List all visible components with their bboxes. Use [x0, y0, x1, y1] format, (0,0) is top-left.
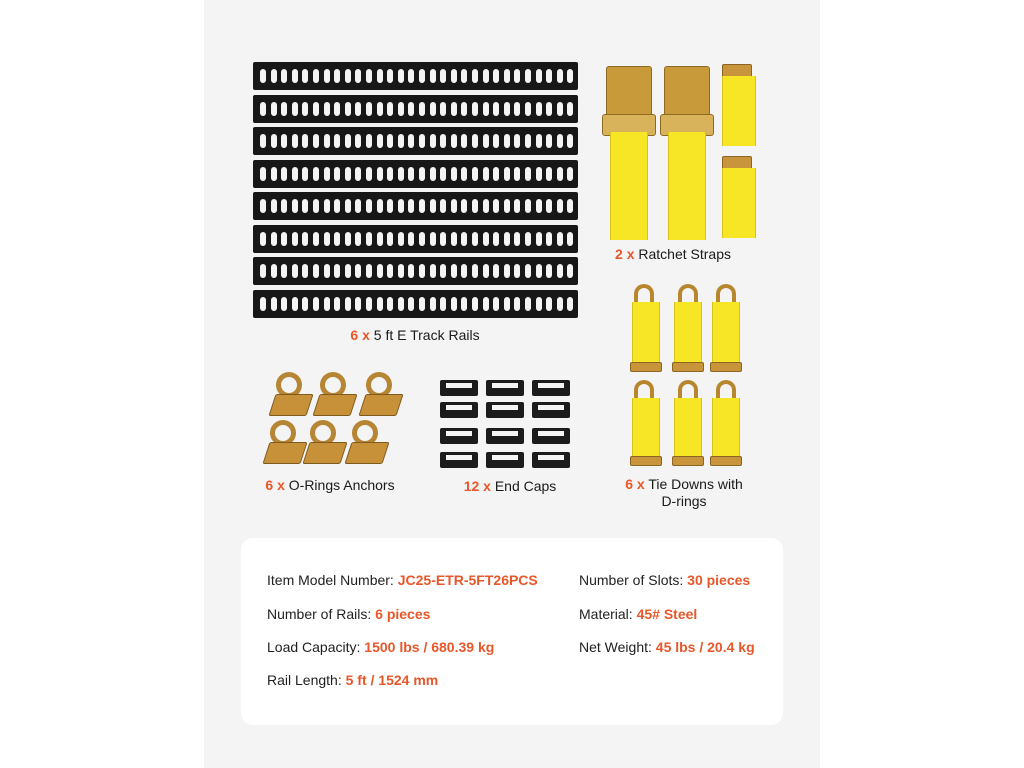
rail-slot — [504, 297, 510, 311]
rail-slot — [440, 167, 446, 181]
rail-slot — [366, 199, 372, 213]
rail-slot — [546, 134, 552, 148]
rail-slot — [355, 264, 361, 278]
rail-slot — [493, 69, 499, 83]
rail-slot — [419, 232, 425, 246]
rail-slot — [472, 102, 478, 116]
rail-slot — [260, 232, 266, 246]
rail-slot — [440, 264, 446, 278]
rail-slot — [334, 167, 340, 181]
rail-slot — [419, 199, 425, 213]
rail-slot — [324, 134, 330, 148]
o-ring-anchors-image — [258, 370, 408, 472]
rail-slot — [313, 199, 319, 213]
rail-slot — [334, 264, 340, 278]
rail-slot — [281, 232, 287, 246]
spec-length-label: Rail Length: — [267, 672, 342, 688]
rail-slot — [419, 264, 425, 278]
tiedowns-label: Tie Downs with — [648, 476, 743, 492]
rail-slot — [366, 232, 372, 246]
spec-model — [267, 572, 538, 588]
rails-caption — [330, 327, 500, 344]
rail-slot — [472, 167, 478, 181]
e-track-rail — [253, 127, 578, 155]
rail-slot — [387, 167, 393, 181]
endcaps-qty: 12 x — [463, 478, 491, 494]
rail-slot — [387, 69, 393, 83]
rail-slot — [313, 297, 319, 311]
rail-slot — [557, 232, 563, 246]
rail-slot — [292, 69, 298, 83]
rail-slot — [377, 232, 383, 246]
rail-slot — [260, 199, 266, 213]
rail-slot — [493, 232, 499, 246]
rail-slot — [430, 264, 436, 278]
rail-slot — [334, 69, 340, 83]
rail-slot — [377, 134, 383, 148]
ratchet-label: Ratchet Straps — [638, 246, 731, 262]
spec-weight — [579, 639, 755, 655]
rail-slot — [324, 102, 330, 116]
rail-slot — [514, 134, 520, 148]
rail-slot — [536, 297, 542, 311]
spec-slots — [579, 572, 750, 588]
rail-slot — [345, 297, 351, 311]
rail-slot — [546, 199, 552, 213]
spec-material — [579, 606, 697, 622]
rail-slot — [271, 102, 277, 116]
rail-slot — [355, 167, 361, 181]
rail-slot — [387, 199, 393, 213]
rail-slot — [313, 102, 319, 116]
rail-slot — [546, 232, 552, 246]
rail-slot — [355, 69, 361, 83]
rail-slot — [324, 264, 330, 278]
rail-slot — [281, 297, 287, 311]
e-track-rail — [253, 192, 578, 220]
ratchet-straps-image — [598, 62, 763, 242]
rail-slot — [451, 264, 457, 278]
rail-slot — [355, 232, 361, 246]
rail-slot — [281, 167, 287, 181]
rail-slot — [557, 297, 563, 311]
rail-slot — [525, 264, 531, 278]
rail-slot — [313, 232, 319, 246]
rail-slot — [398, 134, 404, 148]
rail-slot — [377, 69, 383, 83]
e-track-rail — [253, 160, 578, 188]
rail-slot — [271, 69, 277, 83]
rail-slot — [567, 297, 573, 311]
rail-slot — [292, 134, 298, 148]
orings-caption — [250, 477, 410, 494]
ratchet-caption — [604, 246, 742, 263]
rail-slot — [260, 264, 266, 278]
rail-slot — [514, 199, 520, 213]
rail-slot — [472, 232, 478, 246]
rail-slot — [408, 134, 414, 148]
rail-slot — [334, 199, 340, 213]
e-track-rail — [253, 95, 578, 123]
spec-load — [267, 639, 494, 655]
rail-slot — [504, 264, 510, 278]
rail-slot — [472, 134, 478, 148]
rail-slot — [324, 232, 330, 246]
rail-slot — [546, 297, 552, 311]
rail-slot — [398, 69, 404, 83]
rail-slot — [366, 297, 372, 311]
rail-slot — [546, 167, 552, 181]
rail-slot — [514, 102, 520, 116]
rail-slot — [334, 232, 340, 246]
spec-load-label: Load Capacity: — [267, 639, 361, 655]
spec-card — [241, 538, 783, 725]
rail-slot — [281, 134, 287, 148]
rail-slot — [493, 199, 499, 213]
rail-slot — [483, 297, 489, 311]
rail-slot — [461, 134, 467, 148]
rail-slot — [546, 69, 552, 83]
rail-slot — [324, 297, 330, 311]
rail-slot — [387, 297, 393, 311]
spec-length-value: 5 ft / 1524 mm — [345, 672, 439, 688]
rail-slot — [514, 232, 520, 246]
rail-slot — [451, 102, 457, 116]
rail-slot — [345, 264, 351, 278]
rail-slot — [292, 199, 298, 213]
rail-slot — [419, 297, 425, 311]
rail-slot — [408, 232, 414, 246]
rail-slot — [345, 167, 351, 181]
rail-slot — [398, 297, 404, 311]
rail-slot — [345, 69, 351, 83]
rail-slot — [377, 199, 383, 213]
rail-slot — [440, 69, 446, 83]
rail-slot — [408, 264, 414, 278]
rail-slot — [430, 199, 436, 213]
rail-slot — [419, 167, 425, 181]
rail-slot — [292, 264, 298, 278]
rail-slot — [430, 102, 436, 116]
rail-slot — [451, 297, 457, 311]
rail-slot — [366, 167, 372, 181]
rail-slot — [366, 102, 372, 116]
rail-slot — [302, 167, 308, 181]
rail-slot — [271, 199, 277, 213]
rail-slot — [302, 199, 308, 213]
rail-slot — [504, 199, 510, 213]
rails-qty: 6 x — [350, 327, 370, 343]
rail-slot — [419, 69, 425, 83]
rail-slot — [461, 199, 467, 213]
rail-slot — [260, 297, 266, 311]
rail-slot — [483, 134, 489, 148]
rail-slot — [419, 102, 425, 116]
rail-slot — [387, 264, 393, 278]
rail-slot — [408, 102, 414, 116]
rail-slot — [271, 232, 277, 246]
end-caps-image — [438, 380, 578, 470]
spec-model-value: JC25-ETR-5FT26PCS — [397, 572, 538, 588]
rail-slot — [472, 264, 478, 278]
rail-slot — [408, 69, 414, 83]
e-track-rail — [253, 225, 578, 253]
rail-slot — [461, 167, 467, 181]
rail-slot — [345, 102, 351, 116]
rail-slot — [461, 264, 467, 278]
rail-slot — [525, 232, 531, 246]
rail-slot — [377, 297, 383, 311]
rail-slot — [567, 199, 573, 213]
rail-slot — [313, 167, 319, 181]
spec-slots-value: 30 pieces — [687, 572, 751, 588]
rail-slot — [398, 102, 404, 116]
rail-slot — [557, 134, 563, 148]
rail-slot — [440, 199, 446, 213]
rail-slot — [398, 199, 404, 213]
spec-model-label: Item Model Number: — [267, 572, 394, 588]
spec-material-value: 45# Steel — [636, 606, 698, 622]
rail-slot — [345, 232, 351, 246]
rail-slot — [536, 264, 542, 278]
rail-slot — [302, 102, 308, 116]
rail-slot — [440, 102, 446, 116]
rail-slot — [377, 264, 383, 278]
tiedowns-label-line2: D-rings — [661, 493, 707, 509]
rail-slot — [260, 167, 266, 181]
rail-slot — [387, 102, 393, 116]
spec-rails-label: Number of Rails: — [267, 606, 372, 622]
rail-slot — [557, 69, 563, 83]
rail-slot — [387, 134, 393, 148]
rail-slot — [324, 167, 330, 181]
rail-slot — [504, 102, 510, 116]
e-track-rail — [253, 257, 578, 285]
rail-slot — [292, 297, 298, 311]
e-track-rail — [253, 62, 578, 90]
rail-slot — [567, 134, 573, 148]
rail-slot — [271, 134, 277, 148]
rail-slot — [504, 134, 510, 148]
rail-slot — [567, 102, 573, 116]
rail-slot — [472, 199, 478, 213]
rail-slot — [377, 167, 383, 181]
rail-slot — [302, 297, 308, 311]
rail-slot — [525, 297, 531, 311]
spec-slots-label: Number of Slots: — [579, 572, 684, 588]
rail-slot — [408, 199, 414, 213]
rail-slot — [387, 232, 393, 246]
rail-slot — [567, 167, 573, 181]
rail-slot — [313, 69, 319, 83]
rail-slot — [483, 199, 489, 213]
rail-slot — [260, 102, 266, 116]
rail-slot — [536, 167, 542, 181]
orings-qty: 6 x — [265, 477, 285, 493]
rails-label: 5 ft E Track Rails — [373, 327, 480, 343]
rail-slot — [430, 69, 436, 83]
rail-slot — [440, 297, 446, 311]
rail-slot — [536, 232, 542, 246]
rail-slot — [557, 167, 563, 181]
rail-slot — [430, 232, 436, 246]
rail-slot — [260, 69, 266, 83]
rail-slot — [504, 69, 510, 83]
rail-slot — [536, 134, 542, 148]
rail-slot — [461, 297, 467, 311]
rail-slot — [451, 199, 457, 213]
rail-slot — [313, 134, 319, 148]
rail-slot — [451, 134, 457, 148]
rail-slot — [493, 102, 499, 116]
rail-slot — [504, 232, 510, 246]
rail-slot — [324, 199, 330, 213]
rail-slot — [557, 264, 563, 278]
rail-slot — [430, 297, 436, 311]
rail-slot — [302, 232, 308, 246]
rail-slot — [483, 167, 489, 181]
endcaps-caption — [450, 478, 570, 495]
rail-slot — [355, 199, 361, 213]
spec-weight-value: 45 lbs / 20.4 kg — [655, 639, 755, 655]
rail-slot — [567, 232, 573, 246]
rail-slot — [292, 167, 298, 181]
rail-slot — [408, 297, 414, 311]
rail-slot — [525, 134, 531, 148]
rail-slot — [430, 167, 436, 181]
tiedowns-caption — [612, 476, 756, 510]
rail-slot — [292, 102, 298, 116]
rail-slot — [557, 199, 563, 213]
rail-slot — [355, 102, 361, 116]
rail-slot — [461, 102, 467, 116]
rail-slot — [366, 69, 372, 83]
rail-slot — [355, 134, 361, 148]
rail-slot — [493, 297, 499, 311]
rail-slot — [536, 69, 542, 83]
rail-slot — [546, 102, 552, 116]
rail-slot — [451, 69, 457, 83]
rail-slot — [504, 167, 510, 181]
rail-slot — [419, 134, 425, 148]
rail-slot — [355, 297, 361, 311]
rail-slot — [483, 69, 489, 83]
rail-slot — [483, 232, 489, 246]
rail-slot — [366, 134, 372, 148]
rail-slot — [525, 102, 531, 116]
rail-slot — [483, 102, 489, 116]
rail-slot — [345, 134, 351, 148]
rail-slot — [345, 199, 351, 213]
tie-downs-image — [628, 282, 753, 468]
rail-slot — [281, 264, 287, 278]
rail-slot — [567, 264, 573, 278]
rail-slot — [514, 167, 520, 181]
rail-slot — [334, 297, 340, 311]
rail-slot — [514, 264, 520, 278]
rail-slot — [334, 134, 340, 148]
rail-slot — [483, 264, 489, 278]
spec-material-label: Material: — [579, 606, 633, 622]
rail-slot — [536, 199, 542, 213]
rail-slot — [292, 232, 298, 246]
rail-slot — [271, 264, 277, 278]
rail-slot — [461, 69, 467, 83]
rail-slot — [377, 102, 383, 116]
rail-slot — [324, 69, 330, 83]
e-track-rails-image — [253, 62, 578, 320]
rail-slot — [472, 69, 478, 83]
endcaps-label: End Caps — [494, 478, 557, 494]
rail-slot — [334, 102, 340, 116]
rail-slot — [313, 264, 319, 278]
rail-slot — [536, 102, 542, 116]
rail-slot — [271, 167, 277, 181]
orings-label: O-Rings Anchors — [288, 477, 395, 493]
spec-length — [267, 672, 438, 688]
rail-slot — [281, 69, 287, 83]
rail-slot — [440, 134, 446, 148]
rail-slot — [472, 297, 478, 311]
rail-slot — [514, 69, 520, 83]
tiedowns-qty: 6 x — [625, 476, 645, 492]
rail-slot — [366, 264, 372, 278]
spec-weight-label: Net Weight: — [579, 639, 652, 655]
rail-slot — [525, 69, 531, 83]
rail-slot — [408, 167, 414, 181]
rail-slot — [493, 134, 499, 148]
rail-slot — [557, 102, 563, 116]
rail-slot — [525, 167, 531, 181]
rail-slot — [525, 199, 531, 213]
rail-slot — [260, 134, 266, 148]
rail-slot — [493, 264, 499, 278]
rail-slot — [281, 102, 287, 116]
rail-slot — [271, 297, 277, 311]
rail-slot — [398, 232, 404, 246]
ratchet-qty: 2 x — [615, 246, 635, 262]
rail-slot — [398, 167, 404, 181]
rail-slot — [440, 232, 446, 246]
spec-load-value: 1500 lbs / 680.39 kg — [364, 639, 495, 655]
rail-slot — [461, 232, 467, 246]
rail-slot — [451, 167, 457, 181]
rail-slot — [430, 134, 436, 148]
rail-slot — [302, 69, 308, 83]
rail-slot — [398, 264, 404, 278]
e-track-rail — [253, 290, 578, 318]
rail-slot — [281, 199, 287, 213]
rail-slot — [546, 264, 552, 278]
rail-slot — [302, 134, 308, 148]
rail-slot — [302, 264, 308, 278]
rail-slot — [451, 232, 457, 246]
spec-rails-value: 6 pieces — [375, 606, 431, 622]
rail-slot — [567, 69, 573, 83]
spec-rails — [267, 606, 430, 622]
rail-slot — [493, 167, 499, 181]
rail-slot — [514, 297, 520, 311]
